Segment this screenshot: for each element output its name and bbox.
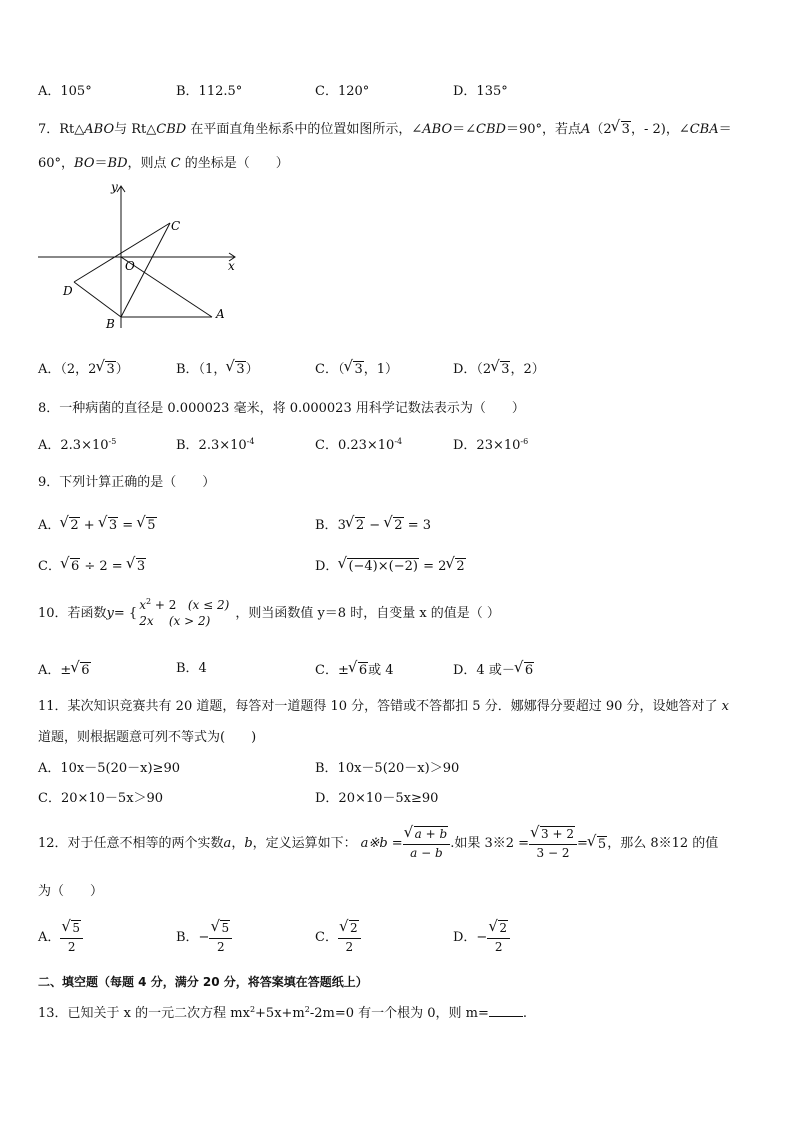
q8-option-c: C．$0.23\times 10^{-4}$ bbox=[315, 437, 403, 453]
q11-option-b: B．10x－5(20－x)＞90 bbox=[315, 761, 460, 776]
section-heading: 二、填空题（每题 4 分，满分 20 分，将答案填在答题纸上） bbox=[38, 975, 368, 989]
q12-option-b: B．− √ $\frac{5}{2}$ bbox=[176, 920, 232, 955]
definition-fraction: √ $\frac{a + b}{a - b}$ bbox=[403, 826, 451, 861]
q11-option-c: C．20×10－5x＞90 bbox=[38, 791, 164, 806]
label-c: C bbox=[171, 219, 181, 233]
label-a: A bbox=[216, 307, 225, 321]
q12-stem-line2: 为（ ） bbox=[38, 884, 104, 899]
q6-option-c: C．120° bbox=[315, 84, 370, 99]
q10-option-a: A．±√ 6 bbox=[38, 662, 91, 677]
q11-stem-line2: 道题，则根据题意可列不等式为( ) bbox=[38, 730, 257, 745]
q7-option-c: C．（√ 3，1） bbox=[315, 361, 398, 376]
q9-option-a: A．√ 2 + √ 3 = √ 5 bbox=[38, 517, 157, 532]
q6-option-a: A．105° bbox=[38, 84, 92, 99]
q10-option-d: D．4 或－√ 6 bbox=[453, 662, 534, 677]
segment-cd bbox=[74, 223, 170, 282]
q12-option-d: D．− √ $\frac{2}{2}$ bbox=[453, 920, 510, 955]
q7-stem-line1: 7．Rt△ABO与 Rt△CBD 在平面直角坐标系中的位置如图所示，∠ABO＝∠CBD＝90°，若点A（2√ 3，- 2)，∠CBA＝ bbox=[38, 121, 732, 136]
label-b: B bbox=[106, 317, 115, 331]
example-fraction: √ $\frac{3 + 2}{3 - 2}$ bbox=[529, 826, 577, 861]
q7-coordinate-figure bbox=[30, 178, 250, 338]
answer-blank[interactable] bbox=[489, 1016, 523, 1017]
label-y: y bbox=[111, 180, 118, 194]
q10-option-b: B．4 bbox=[176, 661, 207, 676]
piecewise-cases: $x^2 + 2$ (x ≤ 2) 2x (x > 2) bbox=[139, 597, 230, 628]
q7-stem-line2: 60°，BO＝BD，则点 C 的坐标是（ ） bbox=[38, 156, 289, 171]
label-o: O bbox=[125, 259, 135, 273]
q13-stem: 13．已知关于 x 的一元二次方程 $mx^2+5x+m^2-2m=0$ 有一个根为 0，则 m= . bbox=[38, 1005, 528, 1021]
q7-option-a: A．（2，2√ 3） bbox=[38, 361, 129, 376]
q9-option-d: D．√ (−4)×(−2) = 2√ 2 bbox=[315, 558, 466, 573]
q7-option-d: D．（2√ 3，2） bbox=[453, 361, 545, 376]
label-d: D bbox=[63, 284, 73, 298]
q9-stem: 9．下列计算正确的是（ ） bbox=[38, 475, 216, 490]
q11-option-a: A．10x－5(20－x)≥90 bbox=[38, 761, 180, 776]
q6-option-d: D．135° bbox=[453, 84, 508, 99]
q12-stem-line1: 12．对于任意不相等的两个实数 a ， b ，定义运算如下： a※b = √ $\frac{a + b}{a - b}$ .如果 3※2 = √ $\frac{3 + 2}{3 - 2}$ = √ 5 ，那么 8※12 的值 bbox=[38, 826, 718, 861]
segment-db bbox=[74, 282, 121, 317]
q10-option-c: C．±√ 6或 4 bbox=[315, 662, 394, 677]
q9-option-b: B．3√ 2 − √ 2 = 3 bbox=[315, 517, 431, 532]
q7-option-b: B．（1，√ 3） bbox=[176, 361, 259, 376]
q12-option-a: A． √ $\frac{5}{2}$ bbox=[38, 920, 83, 955]
sqrt: √ 3 bbox=[612, 121, 631, 136]
label-x: x bbox=[228, 259, 235, 273]
q8-option-a: A．$2.3\times 10^{-5}$ bbox=[38, 437, 117, 453]
q8-stem: 8．一种病菌的直径是 0.000023 毫米，将 0.000023 用科学记数法表示为（ ） bbox=[38, 401, 525, 416]
q11-stem-line1: 11．某次知识竞赛共有 20 道题，每答对一道题得 10 分，答错或不答都扣 5 分．娜娜得分要超过 90 分，设她答对了 x bbox=[38, 699, 729, 714]
q8-option-d: D．$23\times 10^{-6}$ bbox=[453, 437, 529, 453]
q12-option-c: C． √ $\frac{2}{2}$ bbox=[315, 920, 361, 955]
q9-option-c: C．√ 6 ÷ 2 = √ 3 bbox=[38, 558, 146, 573]
q8-option-b: B．$2.3\times 10^{-4}$ bbox=[176, 437, 255, 453]
q11-option-d: D．20×10－5x≥90 bbox=[315, 791, 439, 806]
q10-stem: 10．若函数 y = { $x^2 + 2$ (x ≤ 2) 2x (x > 2) ，则当函数值 y＝8 时，自变量 x 的值是（ ） bbox=[38, 597, 500, 628]
q6-option-b: B．112.5° bbox=[176, 84, 243, 99]
